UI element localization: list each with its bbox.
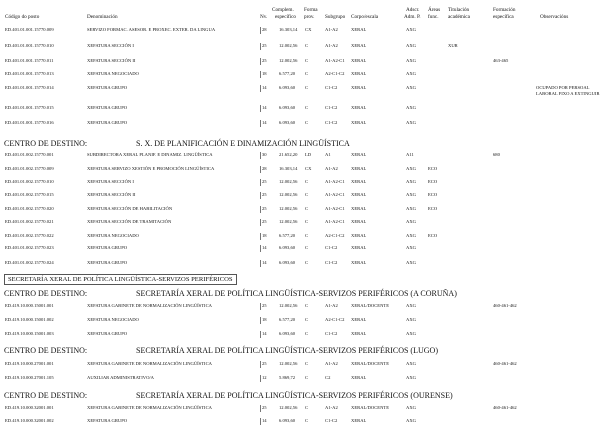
complemento-cell: 6.093,60: [279, 120, 296, 125]
areas-cell: ECO: [428, 166, 438, 171]
subgrupo-cell: A1-A2: [325, 43, 338, 48]
centre-label: CENTRO DE DESTINO:: [4, 139, 88, 148]
denominacion-cell: XEFATURA NEGOCIADO: [87, 233, 139, 238]
column-divider: [260, 152, 261, 159]
adscricion-cell: AXG: [406, 105, 416, 110]
nivel-cell: 28: [262, 166, 267, 171]
adscricion-cell: AXG: [406, 206, 416, 211]
forma-provision-cell: CX: [305, 27, 312, 32]
nivel-cell: 25: [262, 192, 267, 197]
header-subgrupo: Subgrupo: [325, 14, 346, 20]
nivel-cell: 18: [262, 71, 267, 76]
adscricion-cell: AXG: [406, 303, 416, 308]
denominacion-cell: XEFATURA SECCIÓN I: [87, 179, 134, 184]
forma-provision-cell: C: [305, 179, 309, 184]
complemento-cell: 12.002,56: [279, 192, 298, 197]
complemento-cell: 12.002,56: [279, 206, 298, 211]
table-row: [0, 244, 615, 252]
header-adm: Adm. P.: [404, 14, 421, 20]
table-row: [0, 417, 615, 425]
denominacion-cell: XEFATURA NEGOCIADO: [87, 317, 139, 322]
adscricion-cell: A11: [406, 152, 414, 157]
code-cell: ED.419.10.000.32001.001: [5, 405, 54, 410]
subgrupo-cell: A1-A2-C1: [325, 192, 345, 197]
centre-title: SECRETARÍA XERAL DE POLÍTICA LINGÜÍSTICA-SERVIZOS PERIFÉRICOS (LUGO): [136, 346, 438, 355]
code-cell: ED.401.01.002.15770.022: [5, 233, 54, 238]
table-row: [0, 191, 615, 199]
code-cell: ED.419.10.000.32001.002: [5, 418, 54, 423]
code-cell: ED.401.01.001.15770.015: [5, 105, 54, 110]
table-row: [0, 57, 615, 65]
forma-provision-cell: C: [305, 418, 309, 423]
corpo-escala-cell: XERAL: [351, 375, 367, 380]
nivel-cell: 14: [262, 331, 267, 336]
column-divider: [260, 27, 261, 34]
denominacion-cell: XEFATURA SECCIÓN DE HABILITACIÓN: [87, 206, 173, 211]
nivel-cell: 14: [262, 418, 267, 423]
column-divider: [260, 58, 261, 65]
code-cell: ED.419.10.000.27001.105: [5, 375, 54, 380]
header-observacions: Observacións: [540, 14, 569, 20]
adscricion-cell: AXG: [406, 418, 416, 423]
column-divider: [260, 405, 261, 412]
corpo-escala-cell: XERAL: [351, 206, 367, 211]
complemento-cell: 6.577,20: [279, 71, 296, 76]
complemento-cell: 6.093,60: [279, 105, 296, 110]
code-cell: ED.401.01.002.15770.021: [5, 219, 54, 224]
adscricion-cell: AXG: [406, 27, 416, 32]
nivel-cell: 28: [262, 27, 267, 32]
centre-heading-planificacion: [4, 139, 350, 149]
subgrupo-cell: A2-C1-C2: [325, 233, 345, 238]
adscricion-cell: AXG: [406, 85, 416, 90]
adscricion-cell: AXG: [406, 375, 416, 380]
centre-heading-lugo: [4, 346, 438, 356]
denominacion-cell: XEFATURA GRUPO: [87, 85, 128, 90]
denominacion-cell: XEFATURA GABINETE DE NORMALIZACIÓN LINGÜÍSTICA: [87, 405, 212, 410]
table-row: [0, 218, 615, 226]
observacions-cell: OCUPADO POR PERSOAL LABORAL FIXO A EXTINGUIR: [536, 85, 600, 96]
adscricion-cell: AXG: [406, 166, 416, 171]
complemento-cell: 12.002,56: [279, 43, 298, 48]
table-row: [0, 205, 615, 213]
header-code: Código do posto: [5, 14, 40, 20]
code-cell: ED.401.01.002.15770.001: [5, 152, 54, 157]
corpo-escala-cell: XERAL: [351, 105, 367, 110]
forma-provision-cell: C: [305, 260, 309, 265]
centre-title: S. X. DE PLANIFICACIÓN E DINAMIZACIÓN LINGÜÍSTICA: [136, 139, 350, 148]
subgrupo-cell: A1-A2-C1: [325, 219, 345, 224]
forma-provision-cell: C: [305, 331, 309, 336]
table-header: [0, 0, 615, 26]
subgrupo-cell: A1-A2-C1: [325, 58, 345, 63]
subgrupo-cell: C1-C2: [325, 245, 338, 250]
code-cell: ED.401.01.002.15770.023: [5, 245, 54, 250]
denominacion-cell: AUXILIAR ADMINISTRATIVO/A: [87, 375, 154, 380]
complemento-cell: 12.002,56: [279, 405, 298, 410]
table-row: [0, 302, 615, 310]
corpo-escala-cell: XERAL: [351, 219, 367, 224]
adscricion-cell: AXG: [406, 71, 416, 76]
table-row: [0, 84, 615, 96]
corpo-escala-cell: XERAL: [351, 27, 367, 32]
formacion-cell: 460-461-462: [493, 405, 517, 410]
areas-cell: ECO: [428, 206, 438, 211]
subgrupo-cell: C1-C2: [325, 331, 338, 336]
corpo-escala-cell: XERAL: [351, 260, 367, 265]
column-divider: [260, 85, 261, 92]
column-divider: [260, 418, 261, 425]
subgrupo-cell: A1-A2-C1: [325, 206, 345, 211]
column-divider: [260, 43, 261, 50]
corpo-escala-cell: XERAL: [351, 233, 367, 238]
table-row: [0, 165, 615, 173]
nivel-cell: 25: [262, 361, 267, 366]
subgrupo-cell: C1-C2: [325, 418, 338, 423]
nivel-cell: 18: [262, 317, 267, 322]
complemento-cell: 6.577,20: [279, 317, 296, 322]
forma-provision-cell: C: [305, 245, 309, 250]
complemento-cell: 6.093,60: [279, 331, 296, 336]
corpo-escala-cell: XERAL: [351, 120, 367, 125]
adscricion-cell: AXG: [406, 260, 416, 265]
code-cell: ED.401.01.002.15770.009: [5, 166, 54, 171]
centre-label: CENTRO DE DESTINO:: [4, 391, 88, 400]
centre-title: SECRETARÍA XERAL DE POLÍTICA LINGÜÍSTICA-SERVIZOS PERIFÉRICOS (OURENSE): [136, 391, 453, 400]
code-cell: ED.401.01.001.15770.013: [5, 71, 54, 76]
corpo-escala-cell: XERAL: [351, 58, 367, 63]
titulacion-cell: XUR: [448, 43, 458, 48]
complemento-cell: 6.093,60: [279, 260, 296, 265]
denominacion-cell: XEFATURA GRUPO: [87, 331, 128, 336]
table-row: [0, 360, 615, 368]
formacion-cell: 463-465: [493, 58, 509, 63]
code-cell: ED.401.01.002.15770.020: [5, 206, 54, 211]
code-cell: ED.401.01.002.15770.010: [5, 179, 54, 184]
corpo-escala-cell: XERAL: [351, 85, 367, 90]
adscricion-cell: AXG: [406, 120, 416, 125]
column-divider: [260, 317, 261, 324]
column-divider: [260, 120, 261, 127]
column-divider: [260, 245, 261, 252]
corpo-escala-cell: XERAL: [351, 43, 367, 48]
nivel-cell: 25: [262, 303, 267, 308]
table-row: [0, 70, 615, 78]
forma-provision-cell: C: [305, 219, 309, 224]
nivel-cell: 14: [262, 85, 267, 90]
column-divider: [260, 206, 261, 213]
forma-provision-cell: C: [305, 405, 309, 410]
denominacion-cell: XEFATURA NEGOCIADO: [87, 71, 139, 76]
code-cell: ED.419.10.000.15001.002: [5, 317, 54, 322]
subgrupo-cell: A1-A2-C1: [325, 179, 345, 184]
complemento-cell: 12.002,56: [279, 219, 298, 224]
denominacion-cell: SERVIZO FORMAC. ASESOR. E PROXEC. EXTER. DA LINGUA: [87, 27, 216, 32]
code-cell: ED.401.01.001.15770.011: [5, 58, 54, 63]
centre-label: CENTRO DE DESTINO:: [4, 289, 88, 298]
subgrupo-cell: C1-C2: [325, 120, 338, 125]
adscricion-cell: AXG: [406, 179, 416, 184]
table-row: [0, 232, 615, 240]
forma-provision-cell: CX: [305, 166, 312, 171]
table-row: [0, 151, 615, 159]
column-divider: [260, 192, 261, 199]
adscricion-cell: AXG: [406, 192, 416, 197]
subgrupo-cell: A2-C1-C2: [325, 71, 345, 76]
complemento-cell: 5.869,72: [279, 375, 296, 380]
nivel-cell: 14: [262, 120, 267, 125]
areas-cell: ECO: [428, 192, 438, 197]
denominacion-cell: XEFATURA GRUPO: [87, 245, 128, 250]
header-formacion: Formación: [493, 7, 516, 13]
denominacion-cell: XEFATURA SECCIÓN I: [87, 43, 134, 48]
denominacion-cell: XEFATURA GRUPO: [87, 120, 128, 125]
nivel-cell: 14: [262, 260, 267, 265]
table-row: [0, 104, 615, 112]
header-adscr: Adscr.: [406, 7, 420, 13]
corpo-escala-cell: XERAL: [351, 331, 367, 336]
code-cell: ED.401.01.002.15770.015: [5, 192, 54, 197]
table-row: [0, 42, 615, 50]
corpo-escala-cell: XERAL: [351, 179, 367, 184]
forma-provision-cell: LD: [305, 152, 312, 157]
nivel-cell: 25: [262, 206, 267, 211]
header-especifica: específica: [493, 14, 514, 20]
centre-heading-coruna: [4, 289, 457, 299]
column-divider: [260, 375, 261, 382]
adscricion-cell: AXG: [406, 361, 416, 366]
complemento-cell: 6.093,60: [279, 245, 296, 250]
table-row: [0, 330, 615, 338]
centre-title: SECRETARÍA XERAL DE POLÍTICA LINGÜÍSTICA-SERVIZOS PERIFÉRICOS (A CORUÑA): [136, 289, 457, 298]
complemento-cell: 21.652,20: [279, 152, 298, 157]
adscricion-cell: AXG: [406, 405, 416, 410]
forma-provision-cell: C: [305, 120, 309, 125]
formacion-cell: 680: [493, 152, 500, 157]
subgrupo-cell: A1: [325, 152, 331, 157]
code-cell: ED.419.10.000.27001.001: [5, 361, 54, 366]
column-divider: [260, 331, 261, 338]
nivel-cell: 25: [262, 43, 267, 48]
denominacion-cell: XEFATURA SECCIÓN II: [87, 58, 136, 63]
column-divider: [260, 303, 261, 310]
corpo-escala-cell: XERAL/DOCENTE: [351, 405, 390, 410]
complemento-cell: 12.002,56: [279, 58, 298, 63]
subgrupo-cell: A1-A2: [325, 166, 338, 171]
header-complem: Complem.: [272, 7, 294, 13]
denominacion-cell: SUBDIRECTORA XERAL PLANIF. E DINAMIZ. LINGÜÍSTICA: [87, 152, 213, 157]
formacion-cell: 460-461-462: [493, 361, 517, 366]
nivel-cell: 14: [262, 105, 267, 110]
table-row: [0, 119, 615, 127]
corpo-escala-cell: XERAL: [351, 418, 367, 423]
subgrupo-cell: C1-C2: [325, 85, 338, 90]
subgrupo-cell: C1-C2: [325, 105, 338, 110]
nivel-cell: 12: [262, 375, 267, 380]
subgrupo-cell: C1-C2: [325, 260, 338, 265]
code-cell: ED.401.01.001.15770.014: [5, 85, 54, 90]
corpo-escala-cell: XERAL: [351, 317, 367, 322]
corpo-escala-cell: XERAL/DOCENTE: [351, 361, 390, 366]
complemento-cell: 6.577,20: [279, 233, 296, 238]
adscricion-cell: AXG: [406, 219, 416, 224]
nivel-cell: 25: [262, 179, 267, 184]
areas-cell: ECO: [428, 233, 438, 238]
column-divider: [260, 361, 261, 368]
complemento-cell: 16.303,14: [279, 27, 298, 32]
corpo-escala-cell: XERAL: [351, 166, 367, 171]
column-divider: [260, 219, 261, 226]
corpo-escala-cell: XERAL: [351, 192, 367, 197]
forma-provision-cell: C: [305, 43, 309, 48]
forma-provision-cell: C: [305, 303, 309, 308]
denominacion-cell: XEFATURA GABINETE DE NORMALIZACIÓN LINGÜÍSTICA: [87, 303, 212, 308]
nivel-cell: 25: [262, 58, 267, 63]
corpo-escala-cell: XERAL/DOCENTE: [351, 303, 390, 308]
forma-provision-cell: C: [305, 361, 309, 366]
subgrupo-cell: A1-A2: [325, 27, 338, 32]
forma-provision-cell: C: [305, 85, 309, 90]
subgrupo-cell: A2-C1-C2: [325, 317, 345, 322]
denominacion-cell: XEFATURA GRUPO: [87, 105, 128, 110]
complemento-cell: 12.002,56: [279, 361, 298, 366]
forma-provision-cell: C: [305, 71, 309, 76]
forma-provision-cell: C: [305, 58, 309, 63]
code-cell: ED.401.01.002.15770.024: [5, 260, 54, 265]
code-cell: ED.419.10.000.15001.001: [5, 303, 54, 308]
forma-provision-cell: C: [305, 317, 309, 322]
header-forma: Forma: [304, 7, 318, 13]
denominacion-cell: XEFATURA SECCIÓN II: [87, 192, 136, 197]
column-divider: [260, 260, 261, 267]
nivel-cell: 25: [262, 405, 267, 410]
corpo-escala-cell: XERAL: [351, 71, 367, 76]
header-prov: prov.: [304, 14, 315, 20]
column-divider: [260, 233, 261, 240]
table-row: [0, 316, 615, 324]
table-row: [0, 404, 615, 412]
subgrupo-cell: A1-A2: [325, 405, 338, 410]
forma-provision-cell: C: [305, 206, 309, 211]
adscricion-cell: AXG: [406, 245, 416, 250]
subgrupo-cell: A1-A2: [325, 361, 338, 366]
complemento-cell: 16.303,14: [279, 166, 298, 171]
forma-provision-cell: C: [305, 192, 309, 197]
table-row: [0, 178, 615, 186]
forma-provision-cell: C: [305, 233, 309, 238]
adscricion-cell: AXG: [406, 43, 416, 48]
column-divider: [260, 71, 261, 78]
nivel-cell: 18: [262, 233, 267, 238]
denominacion-cell: XEFATURA SERVIZO XESTIÓN E PROMOCIÓN LINGÜÍSTICA: [87, 166, 215, 171]
adscricion-cell: AXG: [406, 317, 416, 322]
adscricion-cell: AXG: [406, 58, 416, 63]
header-nv: Nv.: [260, 14, 268, 20]
forma-provision-cell: C: [305, 375, 309, 380]
formacion-cell: 460-461-462: [493, 303, 517, 308]
header-academica: académica: [448, 14, 470, 20]
nivel-cell: 14: [262, 245, 267, 250]
code-cell: ED.401.01.001.15770.016: [5, 120, 54, 125]
adscricion-cell: AXG: [406, 233, 416, 238]
complemento-cell: 6.093,60: [279, 418, 296, 423]
header-areas: Áreas: [428, 7, 441, 13]
complemento-cell: 12.002,56: [279, 303, 298, 308]
header-corpo: Corpo/escala: [351, 14, 379, 20]
code-cell: ED.401.01.001.15770.010: [5, 43, 54, 48]
code-cell: ED.419.10.000.15001.003: [5, 331, 54, 336]
column-divider: [260, 179, 261, 186]
header-denominacion: Denominación: [87, 14, 118, 20]
centre-heading-ourense: [4, 391, 453, 401]
denominacion-cell: XEFATURA SECCIÓN DE TRAMITACIÓN: [87, 219, 172, 224]
table-row: [0, 26, 615, 34]
complemento-cell: 6.093,60: [279, 85, 296, 90]
header-especifico: específico: [275, 14, 297, 20]
subgrupo-cell: A1-A2: [325, 303, 338, 308]
denominacion-cell: XEFATURA GRUPO: [87, 260, 128, 265]
corpo-escala-cell: XERAL: [351, 152, 367, 157]
denominacion-cell: XEFATURA GRUPO: [87, 418, 128, 423]
complemento-cell: 12.002,56: [279, 179, 298, 184]
subgrupo-cell: C2: [325, 375, 331, 380]
header-func: func.: [428, 14, 439, 20]
code-cell: ED.401.01.001.15770.009: [5, 27, 54, 32]
table-row: [0, 259, 615, 267]
secretaria-heading: SECRETARÍA XERAL DE POLÍTICA LINGÜÍSTICA-SERVIZOS PERIFÉRICOS: [4, 274, 237, 285]
forma-provision-cell: C: [305, 105, 309, 110]
nivel-cell: 30: [262, 152, 267, 157]
nivel-cell: 25: [262, 219, 267, 224]
denominacion-cell: XEFATURA GABINETE DE NORMALIZACIÓN LINGÜÍSTICA: [87, 361, 212, 366]
areas-cell: ECO: [428, 179, 438, 184]
adscricion-cell: AXG: [406, 331, 416, 336]
corpo-escala-cell: XERAL: [351, 245, 367, 250]
centre-label: CENTRO DE DESTINO:: [4, 346, 88, 355]
header-titulacion: Titulación: [448, 7, 470, 13]
table-row: [0, 374, 615, 382]
column-divider: [260, 105, 261, 112]
column-divider: [260, 166, 261, 173]
